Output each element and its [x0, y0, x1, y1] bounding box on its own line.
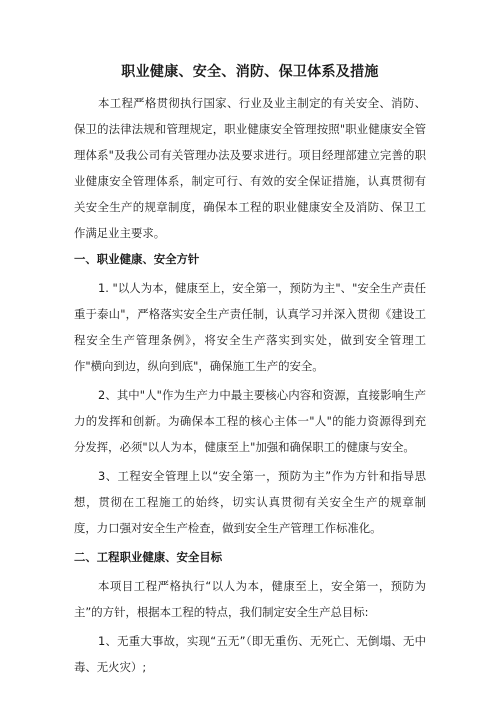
intro-paragraph: 本工程严格贯彻执行国家、行业及业主制定的有关安全、消防、保卫的法律法规和管理规定，职业健康安全管理按照"职业健康安全管理体系"及我公司有关管理办法及要求进行。项目经理部建立完善的职业健康安全管理体系，制定可行、有效的安全保证措施，认真贯彻有关安全生产的规章制度，确保本工程的职业健康安全及消防、保卫工作满足业主要求。 — [74, 96, 426, 240]
goal-item-1: 1、无重大事故，实现“五无”（即无重伤、无死亡、无倒塌、无中毒、无火灾）; — [74, 634, 426, 674]
section-heading-policy: 一、职业健康、安全方针 — [74, 252, 200, 266]
page-title: 职业健康、安全、消防、保卫体系及措施 — [121, 64, 379, 80]
policy-item-2: 2、其中"人"作为生产力中最主要核心内容和资源，直接影响生产力的发挥和创新。为确保本工程的核心主体一"人"的能力资源得到充分发挥，必须"以人为本，健康至上"加强和确保职工的健康与安全。 — [74, 388, 426, 454]
policy-item-3: 3、工程安全管理上以“安全第一，预防为主”作为方针和指导思想，贯彻在工程施工的始终，切实认真贯彻有关安全生产的规章制度，力口强对安全生产检查，做到安全生产管理工作标准化。 — [74, 469, 426, 535]
policy-item-1: 1. "以人为本，健康至上，安全第一，预防为主"、"安全生产责任重于泰山"，严格落实安全生产责任制，认真学习并深入贯彻《建设工程安全生产管理条例》，将安全生产落实到实处，做到安全管理工作"横向到边，纵向到底"，确保施工生产的安全。 — [74, 281, 426, 373]
section-heading-goals: 二、工程职业健康、安全目标 — [74, 550, 223, 564]
goals-intro-paragraph: 本项目工程严格执行“以人为本，健康至上，安全第一，预防为主”的方针，根据本工程的特点，我们制定安全生产总目标: — [74, 579, 426, 619]
